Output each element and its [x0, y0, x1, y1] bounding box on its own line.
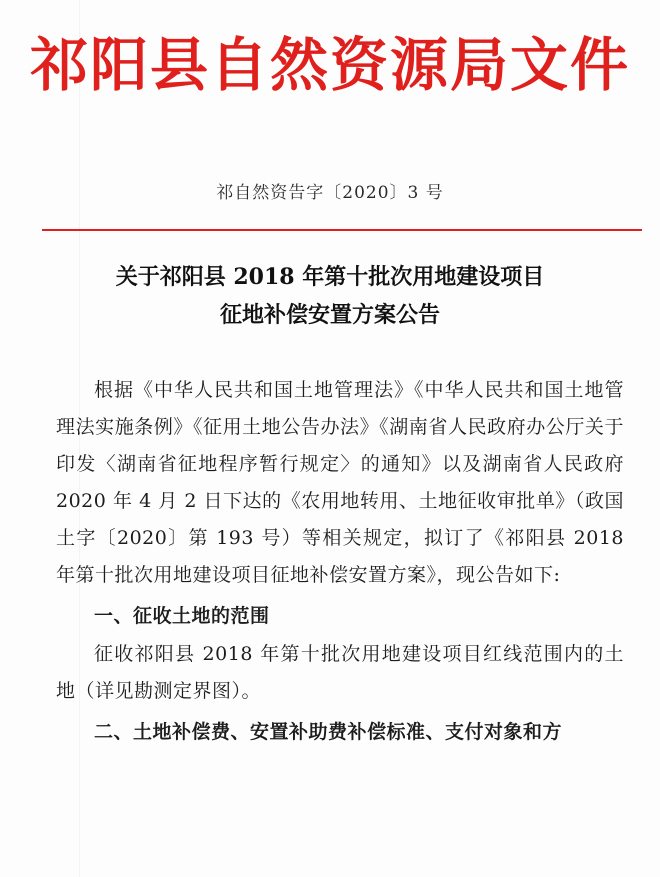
- section-2-heading: 二、土地补偿费、安置补助费补偿标准、支付对象和方: [94, 721, 563, 743]
- notice-title-line-1: 关于祁阳县 2018 年第十批次用地建设项目: [115, 264, 545, 290]
- section-1-paragraph: 征收祁阳县 2018 年第十批次用地建设项目红线范围内的土地（详见勘测定界图）。: [56, 643, 624, 702]
- issuing-agency-title: 祁阳县自然资源局文件: [29, 31, 630, 99]
- notice-title: [0, 258, 660, 334]
- document-number: 祁自然资告字〔2020〕3 号: [216, 183, 444, 203]
- red-divider-line: [42, 229, 642, 231]
- intro-paragraph: 根据《中华人民共和国土地管理法》《中华人民共和国土地管理法实施条例》《征用土地公告办法》《湖南省人民政府办公厅关于印发〈湖南省征地程序暂行规定〉的通知》以及湖南省人民政府 2020 年 4 月 2 日下达的《农用地转用、土地征收审批单》（政国土字〔2020〕第 193 号）等相关规定，拟订了《祁阳县 2018 年第十批次用地建设项目征地补偿安置方案》，现公告如下:: [56, 379, 624, 586]
- notice-body: [56, 372, 624, 752]
- section-1-heading: 一、征收土地的范围: [94, 605, 270, 627]
- notice-title-line-2: 征地补偿安置方案公告: [219, 302, 440, 328]
